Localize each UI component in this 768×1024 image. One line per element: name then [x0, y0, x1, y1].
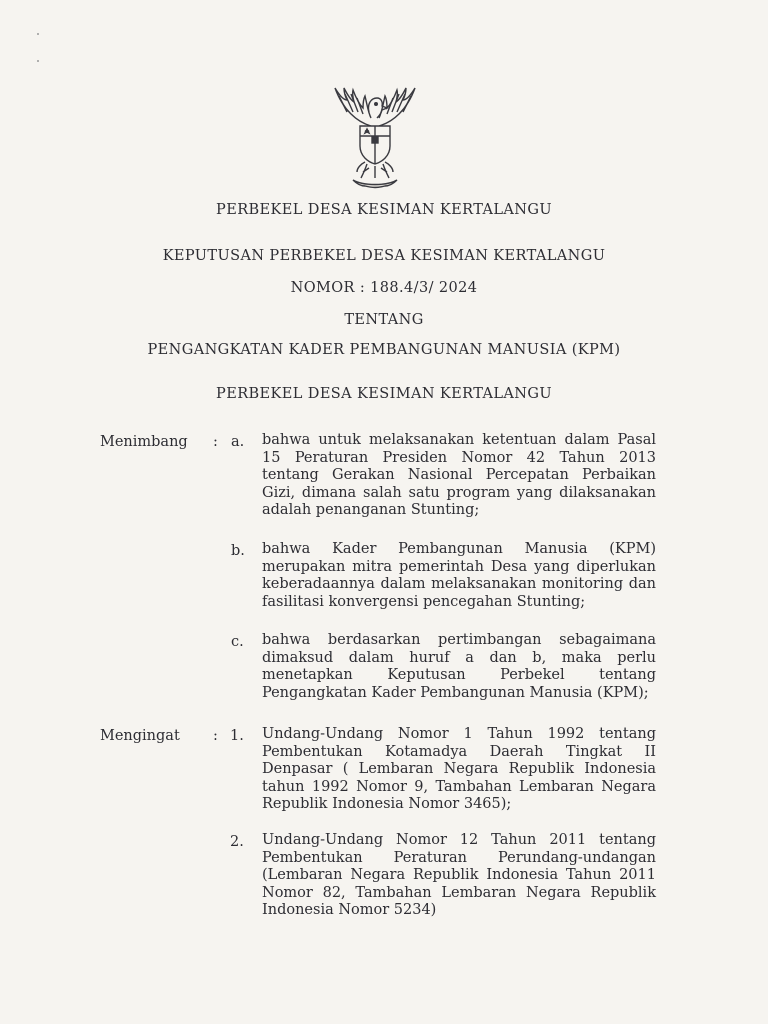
menimbang-item-a: bahwa untuk melaksanakan ketentuan dalam Pasal 15 Peraturan Presiden Nomor 42 Tahun 2013 tentang Gerakan Nasional Percepatan Perbaikan Gizi, dimana salah satu program yang dilaksanakan adalah penanganan Stunting; — [262, 432, 656, 519]
menimbang-marker-a: a. — [231, 434, 245, 450]
garuda-emblem-icon — [327, 82, 423, 190]
menimbang-item-b: bahwa Kader Pembangunan Manusia (KPM) merupakan mitra pemerintah Desa yang diperlukan keberadaannya dalam melaksanakan monitoring dan fasilitasi konvergensi pencegahan Stunting; — [262, 541, 656, 610]
issuer-heading: PERBEKEL DESA KESIMAN KERTALANGU — [216, 202, 552, 218]
menimbang-label: Menimbang — [100, 434, 188, 450]
menimbang-colon: : — [213, 434, 218, 450]
decree-number: NOMOR : 188.4/3/ 2024 — [290, 280, 478, 296]
issuer-signatory-heading: PERBEKEL DESA KESIMAN KERTALANGU — [216, 386, 552, 402]
menimbang-marker-b: b. — [231, 543, 245, 559]
mengingat-label: Mengingat — [100, 728, 180, 744]
tentang-label: TENTANG — [344, 312, 424, 328]
scan-speck — [37, 60, 39, 62]
mengingat-item-2: Undang-Undang Nomor 12 Tahun 2011 tentang Pembentukan Peraturan Perundang-undangan (Lembaran Negara Republik Indonesia Tahun 2011 Nomor 82, Tambahan Lembaran Negara Republik Indonesia Nomor 5234) — [262, 832, 656, 919]
menimbang-marker-c: c. — [231, 634, 244, 650]
mengingat-marker-2: 2. — [230, 834, 244, 850]
scan-speck — [37, 33, 39, 35]
menimbang-item-c: bahwa berdasarkan pertimbangan sebagaimana dimaksud dalam huruf a dan b, maka perlu menetapkan Keputusan Perbekel tentang Pengangkatan Kader Pembangunan Manusia (KPM); — [262, 632, 656, 701]
mengingat-marker-1: 1. — [230, 728, 244, 744]
decree-title: KEPUTUSAN PERBEKEL DESA KESIMAN KERTALANGU — [162, 248, 606, 264]
mengingat-item-1: Undang-Undang Nomor 1 Tahun 1992 tentang Pembentukan Kotamadya Daerah Tingkat II Denpasar ( Lembaran Negara Republik Indonesia tahun 1992 Nomor 9, Tambahan Lembaran Negara Republik Indonesia Nomor 3465); — [262, 726, 656, 813]
decree-subject: PENGANGKATAN KADER PEMBANGUNAN MANUSIA (KPM) — [147, 342, 621, 358]
mengingat-colon: : — [213, 728, 218, 744]
